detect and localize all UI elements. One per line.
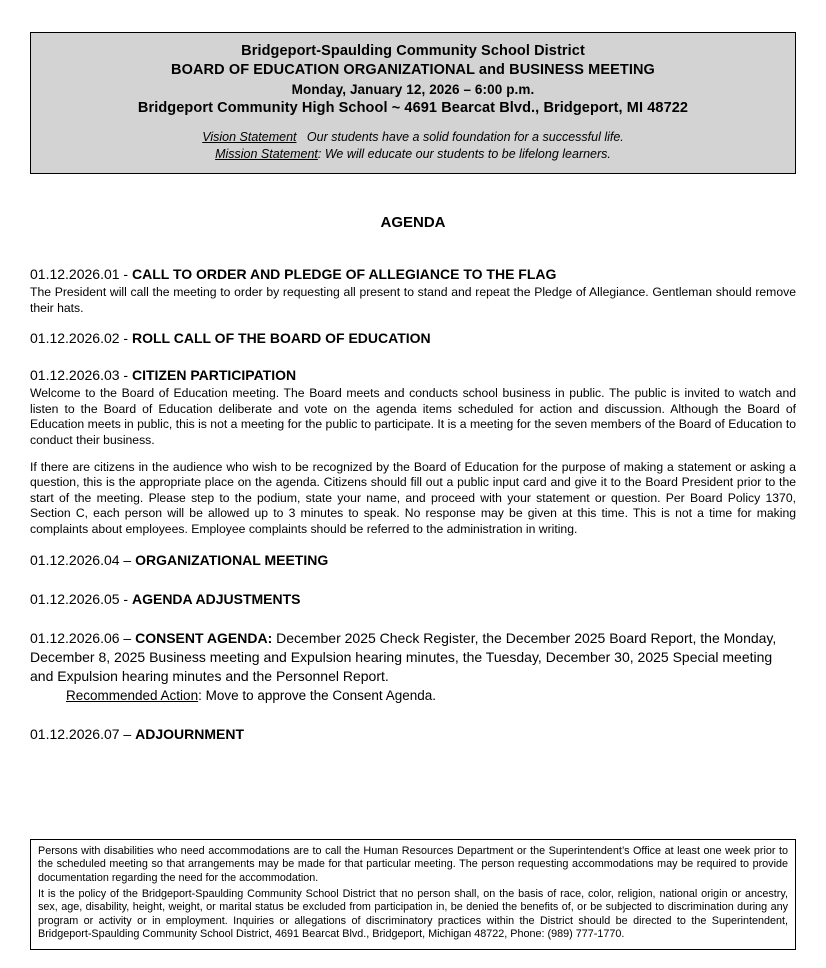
agenda-item-title: ROLL CALL OF THE BOARD OF EDUCATION [131, 330, 431, 347]
meeting-datetime: Monday, January 12, 2026 – 6:00 p.m. [291, 82, 535, 97]
vision-statement [41, 129, 785, 146]
document-page [0, 32, 826, 968]
agenda-item-title: CALL TO ORDER AND PLEDGE OF ALLEGIANCE TO THE FLAG [131, 266, 557, 282]
agenda-item-02 [30, 329, 796, 348]
statements [41, 129, 785, 163]
agenda-item-body [30, 386, 796, 537]
mission-statement [41, 146, 785, 163]
agenda-item-title: ADJOURNMENT [135, 725, 244, 742]
agenda-item-title: CITIZEN PARTICIPATION [131, 367, 297, 384]
agenda-item-title: CONSENT AGENDA: [135, 629, 273, 646]
agenda-item-number: 01.12.2026.01 - [30, 266, 132, 282]
meeting-header-box [30, 32, 796, 174]
meeting-type: BOARD OF EDUCATION ORGANIZATIONAL and BUSINESS MEETING [171, 62, 655, 78]
agenda-item-heading [30, 265, 796, 284]
agenda-item-number: 01.12.2026.05 - [30, 590, 132, 607]
recommended-action-label: Recommended Action [66, 687, 199, 703]
district-name: Bridgeport-Spaulding Community School District [241, 43, 585, 59]
agenda-item-heading [30, 590, 796, 609]
page-title: AGENDA [380, 214, 446, 231]
agenda-items-list [30, 265, 796, 744]
agenda-item-number: 01.12.2026.04 – [30, 551, 136, 568]
agenda-item-paragraph: Welcome to the Board of Education meeting. The Board meets and conducts school business in public. The public is invited to watch and listen to the Board of Education deliberate and vote on the agenda items scheduled for action and discussion. Although the Board of Education meets in public, this is not a meeting for the public to participate. It is a meeting for the seven members of the Board of Education to conduct their business. [30, 386, 796, 447]
agenda-item-number: 01.12.2026.07 – [30, 725, 136, 742]
recommended-action-text: : Move to approve the Consent Agenda. [198, 687, 436, 703]
accommodations-notice-box [30, 839, 796, 950]
meeting-location: Bridgeport Community High School ~ 4691 Bearcat Blvd., Bridgeport, MI 48722 [137, 100, 689, 116]
agenda-item-heading [30, 366, 796, 385]
recommended-action [66, 686, 796, 705]
agenda-item-01 [30, 265, 796, 316]
agenda-item-heading [30, 629, 796, 686]
nondiscrimination-paragraph: It is the policy of the Bridgeport-Spaulding Community School District that no person shall, on the basis of race, color, religion, national origin or ancestry, sex, age, disability, height, weight, or marital status be excluded from participation in, be denied the benefits of, or be subjected to discrimination during any program or activity or in employment. Inquiries or allegations of discriminatory practices within the District should be directed to the Superintendent, Bridgeport-Spaulding Community School District, 4691 Bearcat Blvd., Bridgeport, Michigan 48722, Phone: (989) 777-1770. [38, 887, 788, 941]
agenda-item-04 [30, 551, 796, 570]
agenda-item-05 [30, 590, 796, 609]
agenda-item-paragraph: The President will call the meeting to order by requesting all present to stand and repeat the Pledge of Allegiance. Gentleman should remove their hats. [30, 285, 796, 315]
mission-statement-text: : We will educate our students to be lifelong learners. [317, 147, 611, 161]
mission-statement-label: Mission Statement [215, 147, 318, 161]
agenda-item-number: 01.12.2026.02 - [30, 330, 132, 347]
agenda-item-07 [30, 725, 796, 744]
agenda-item-title: AGENDA ADJUSTMENTS [131, 590, 301, 607]
agenda-item-heading [30, 725, 796, 744]
agenda-item-title: ORGANIZATIONAL MEETING [135, 551, 329, 568]
agenda-item-heading [30, 329, 796, 348]
agenda-item-paragraph: If there are citizens in the audience who wish to be recognized by the Board of Education for the purpose of making a statement or asking a question, this is the appropriate place on the agenda. Citizens should fill out a public input card and give it to the Board President prior to the start of the meeting. Please step to the podium, state your name, and proceed with your statement or question. Per Board Policy 1370, Section C, each person will be allowed up to 3 minutes to speak. No response may be given at this time. This is not a time for making complaints about employees. Employee complaints should be referred to the administration in writing. [30, 459, 796, 536]
agenda-item-number: 01.12.2026.03 - [30, 367, 132, 384]
agenda-item-03 [30, 366, 796, 537]
vision-statement-label: Vision Statement [202, 130, 297, 144]
agenda-item-06 [30, 629, 796, 705]
vision-statement-text: Our students have a solid foundation for a successful life. [306, 130, 624, 144]
agenda-item-inline-text: December 2025 Check Register, the December 2025 Board Report, the Monday, December 8, 2025 Business meeting and Expulsion hearing minutes, the Tuesday, December 30, 2025 Special meeting and Expulsion hearing minutes and the Personnel Report. [30, 629, 777, 684]
agenda-item-body [30, 285, 796, 316]
accommodations-paragraph: Persons with disabilities who need accommodations are to call the Human Resources Department or the Superintendent’s Office at least one week prior to the scheduled meeting so that arrangements may be made for that particular meeting. The person requesting accommodations may be required to provide documentation regarding the need for the accommodation. [38, 844, 788, 885]
agenda-item-heading [30, 551, 796, 570]
agenda-item-number: 01.12.2026.06 – [30, 629, 136, 646]
